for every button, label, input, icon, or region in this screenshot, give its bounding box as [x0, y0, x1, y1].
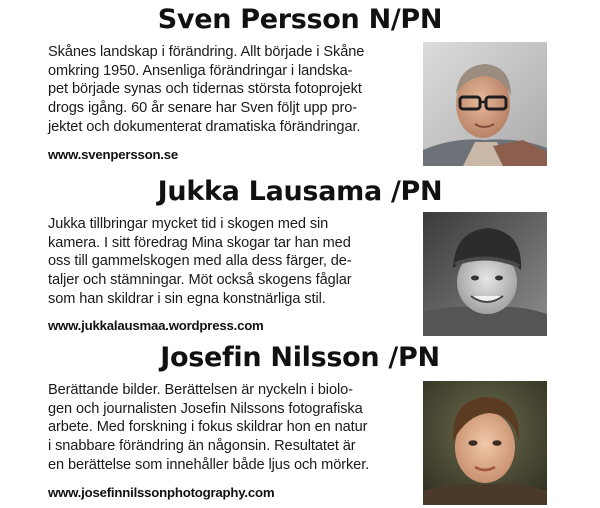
description-line: en berättelse som innehåller både ljus och mörker. — [48, 456, 370, 473]
portrait-young-woman-image — [423, 381, 547, 505]
description-line: Skånes landskap i förändring. Allt började i Skåne — [48, 44, 365, 60]
description-line: jektet och dokumenterat dramatiska förändringar. — [48, 118, 361, 135]
description-line: gen och journalisten Josefin Nilssons fotografiska — [48, 400, 363, 417]
description-line: kamera. I sitt föredrag Mina skogar tar han med — [48, 234, 351, 251]
description-line: arbete. Med forskning i fokus skildrar hon en natur — [48, 419, 368, 436]
description-line: oss till gammelskogen med alla dess färger, de- — [48, 253, 352, 270]
description-line: drogs igång. 60 år senare har Sven följt upp pro- — [48, 100, 358, 117]
description-line: pet började synas och tidernas största fotoprojekt — [48, 81, 362, 98]
speaker-name: Jukka Lausama /PN — [157, 176, 443, 207]
description-line: i snabbare förändring än någonsin. Resultatet är — [48, 438, 356, 455]
speaker-name: Sven Persson N/PN — [157, 4, 443, 35]
portrait-man-knit-hat-image — [423, 212, 547, 336]
portrait-man-glasses-image — [423, 42, 547, 166]
speaker-website-link[interactable]: www.jukkalausmaa.wordpress.com — [48, 318, 264, 333]
speaker-description — [48, 43, 420, 137]
description-line: Berättande bilder. Berättelsen är nyckeln i biolo- — [48, 382, 353, 398]
speaker-name: Josefin Nilsson /PN — [160, 342, 440, 373]
portrait-photo-sven — [423, 42, 547, 166]
description-line: Jukka tillbringar mycket tid i skogen med sin — [48, 216, 329, 232]
description-line: omkring 1950. Ansenliga förändringar i landska- — [48, 62, 353, 79]
portrait-photo-jukka — [423, 212, 547, 336]
speaker-website-link[interactable]: www.svenpersson.se — [48, 147, 179, 162]
speaker-website-link[interactable]: www.josefinnilssonphotography.com — [48, 485, 275, 500]
description-line: taljer och stämningar. Möt också skogens fåglar — [48, 272, 352, 289]
description-line: som han skildrar i sin egna konstnärliga stil. — [48, 290, 326, 307]
speaker-description — [48, 215, 420, 309]
speaker-description — [48, 381, 420, 475]
portrait-photo-josefin — [423, 381, 547, 505]
